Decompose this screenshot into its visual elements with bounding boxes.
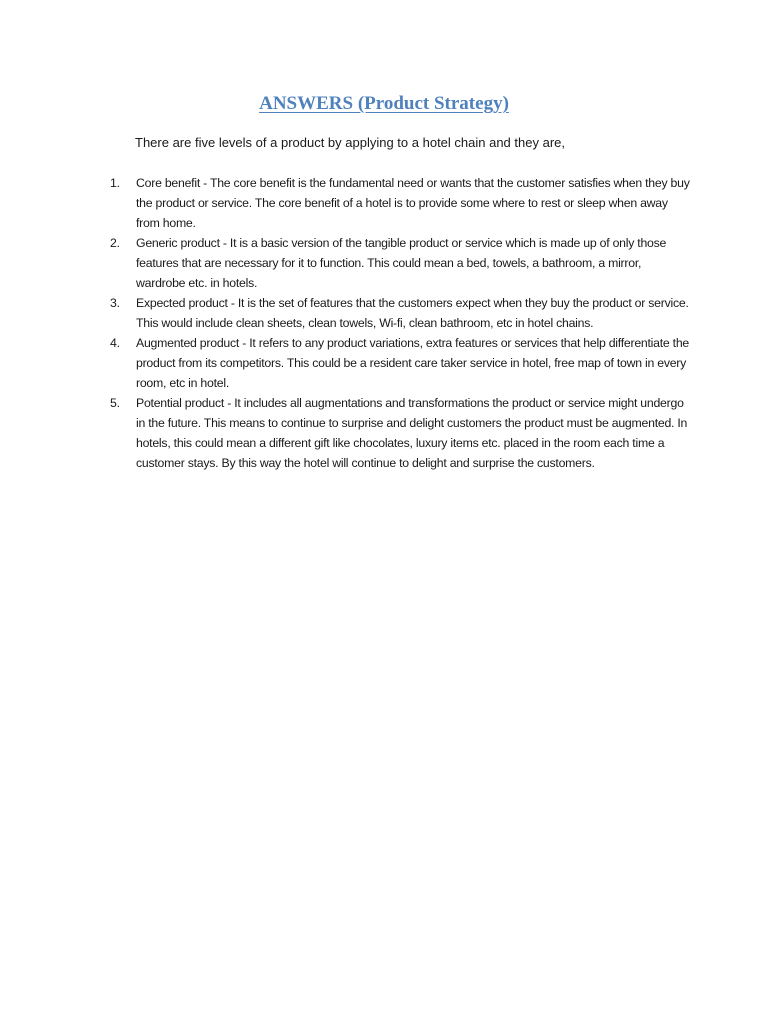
list-item — [110, 233, 690, 293]
list-item-text: Expected product - It is the set of features that the customers expect when they buy the product or service. This would include clean sheets, clean towels, Wi-fi, clean bathroom, etc in hotel chains. — [136, 296, 689, 330]
list-item-text: Augmented product - It refers to any product variations, extra features or services that help differentiate the product from its competitors. This could be a resident care taker service in hotel, free map of town in every room, etc in hotel. — [136, 336, 690, 390]
product-levels-list — [110, 173, 690, 473]
list-item-text: Generic product - It is a basic version of the tangible product or service which is made up of only those features that are necessary for it to function. This could mean a bed, towels, a bathroom, a mirror, wardrobe etc. in hotels. — [136, 236, 667, 290]
list-item-number: 4. — [110, 336, 120, 350]
intro-paragraph: There are five levels of a product by applying to a hotel chain and they are, — [135, 135, 565, 150]
list-item-text: Potential product - It includes all augmentations and transformations the product or service might undergo in the future. This means to continue to surprise and delight customers the product must be augmented. In hotels, this could mean a different gift like chocolates, luxury items etc. placed in the room each time a customer stays. By this way the hotel will continue to delight and surprise the customers. — [136, 396, 688, 470]
list-item — [110, 393, 690, 473]
list-item — [110, 333, 690, 393]
list-item — [110, 293, 690, 333]
list-item-number: 1. — [110, 176, 120, 190]
list-item-text: Core benefit - The core benefit is the fundamental need or wants that the customer satisfies when they buy the product or service. The core benefit of a hotel is to provide some where to rest or sleep when away from home. — [136, 176, 690, 230]
list-item — [110, 173, 690, 233]
document-title-text: ANSWERS (Product Strategy) — [259, 93, 509, 114]
document-title — [0, 93, 768, 115]
list-item-number: 2. — [110, 236, 120, 250]
list-item-number: 3. — [110, 296, 120, 310]
list-item-number: 5. — [110, 396, 120, 410]
